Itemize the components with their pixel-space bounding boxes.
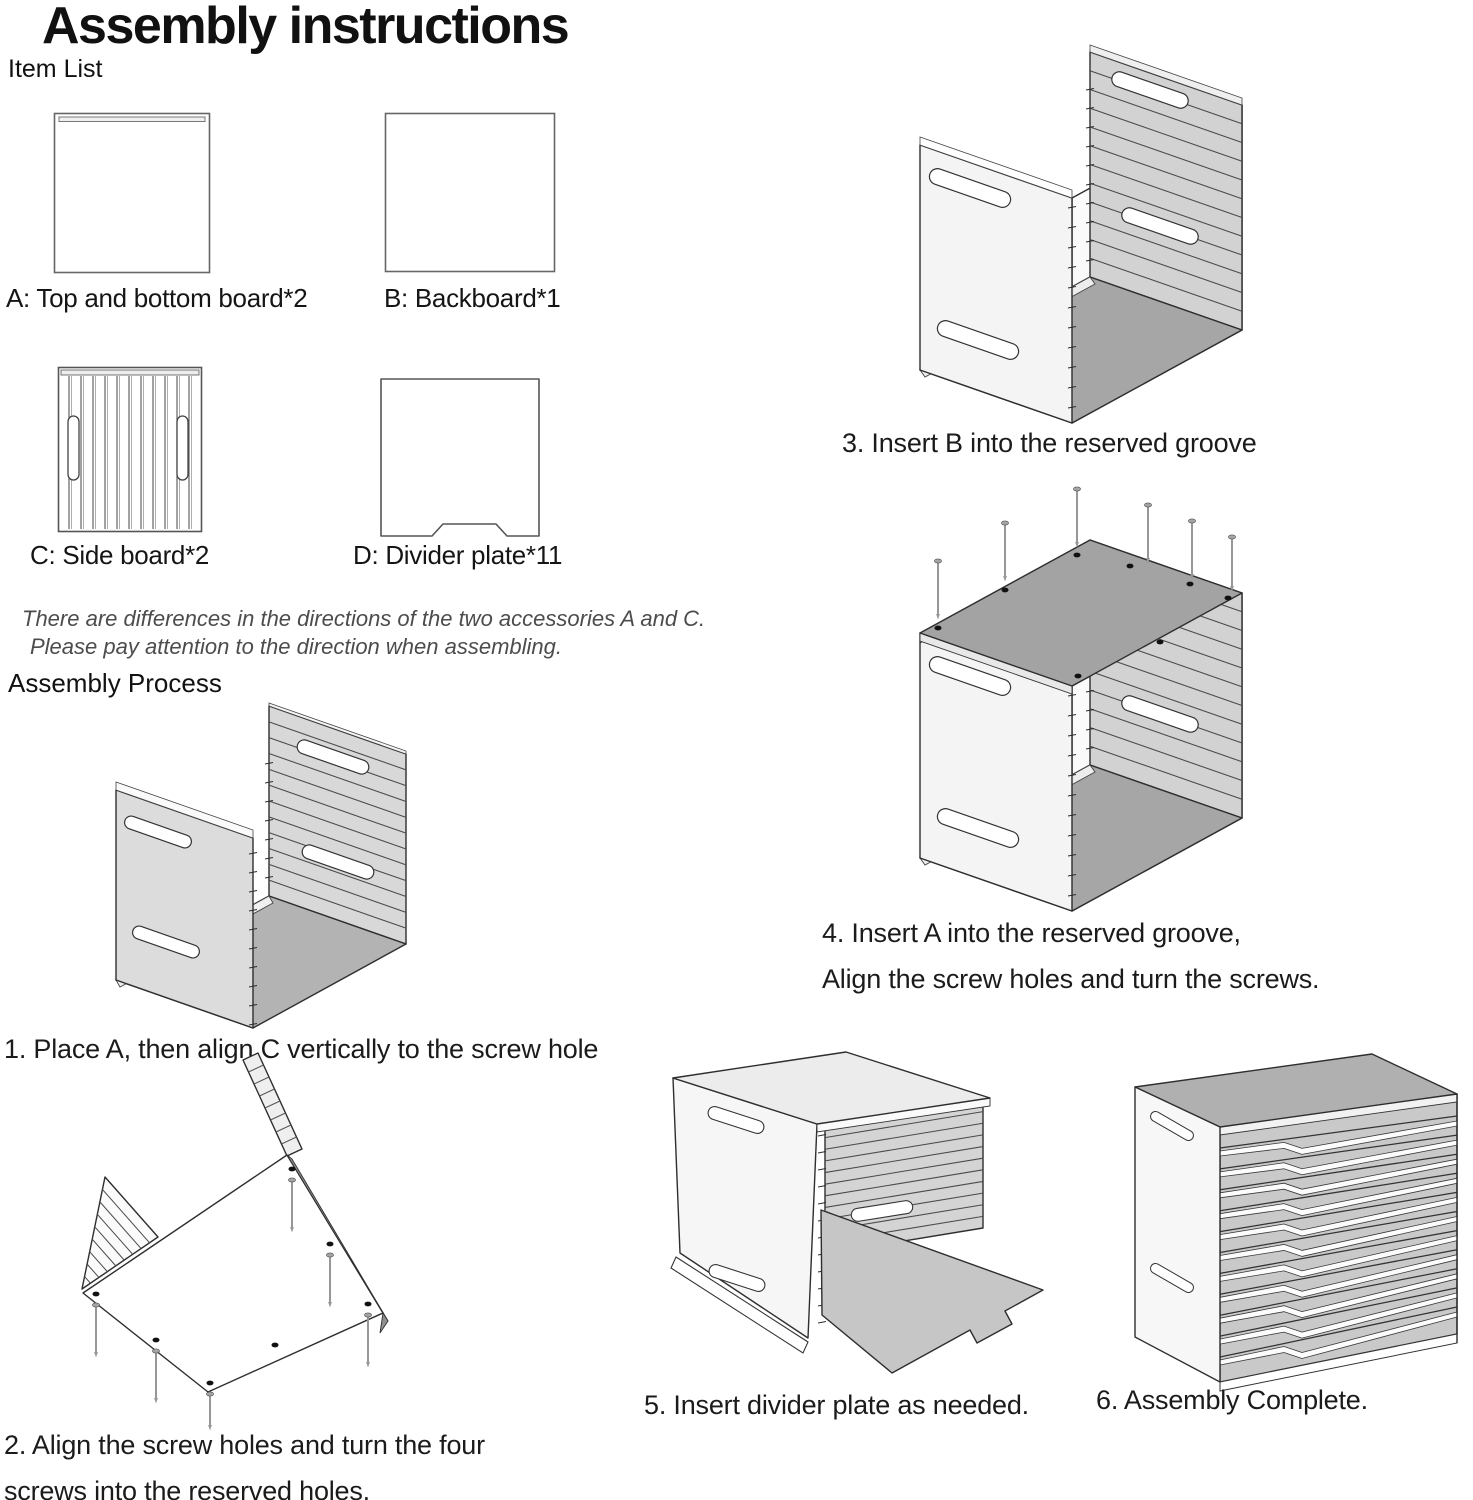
item-c-label: C: Side board*2 — [30, 540, 210, 570]
item-b-diagram — [384, 112, 556, 273]
bottom-board-plate — [83, 1155, 383, 1392]
figure-step-5 — [652, 1048, 1107, 1388]
step-5-caption: 5. Insert divider plate as needed. — [644, 1390, 1029, 1420]
item-list-heading: Item List — [8, 55, 103, 83]
figure-step-3 — [830, 18, 1275, 426]
shelf-face — [1220, 1094, 1457, 1382]
step-6-caption: 6. Assembly Complete. — [1096, 1385, 1368, 1415]
figure-step-4 — [830, 462, 1275, 914]
left-side-board — [671, 1078, 817, 1353]
figure-step-1 — [78, 702, 478, 1032]
item-a-label: A: Top and bottom board*2 — [6, 283, 308, 313]
left-side-board — [1135, 1087, 1220, 1382]
side-board-edge-ruler — [243, 1053, 302, 1156]
step-4-caption-line1: 4. Insert A into the reserved groove, — [822, 918, 1241, 948]
step-4-caption-line2: Align the screw holes and turn the screws. — [822, 964, 1320, 994]
assembly-process-heading: Assembly Process — [8, 668, 222, 698]
groove-bar — [59, 117, 205, 122]
figure-step-6 — [1126, 1052, 1473, 1397]
item-d-label: D: Divider plate*11 — [353, 540, 563, 570]
item-c-diagram — [57, 366, 203, 533]
item-d-diagram — [379, 377, 541, 538]
item-b-label: B: Backboard*1 — [384, 283, 561, 313]
page-title: Assembly instructions — [42, 0, 569, 55]
direction-note-line2: Please pay attention to the direction when assembling. — [30, 634, 562, 659]
figure-step-2 — [70, 1042, 490, 1430]
step-2-caption-line2: screws into the reserved holes. — [4, 1476, 370, 1500]
handle-slot — [177, 416, 188, 480]
left-side-board — [920, 137, 1072, 423]
handle-slot — [68, 416, 79, 480]
item-a-diagram — [53, 112, 211, 274]
step-2-caption-line1: 2. Align the screw holes and turn the four — [4, 1430, 485, 1460]
direction-note-line1: There are differences in the directions of the two accessories A and C. — [22, 606, 706, 631]
step-1-caption: 1. Place A, then align C vertically to the screw hole — [4, 1034, 599, 1064]
step-3-caption: 3. Insert B into the reserved groove — [842, 428, 1257, 458]
left-side-board — [116, 782, 253, 1028]
